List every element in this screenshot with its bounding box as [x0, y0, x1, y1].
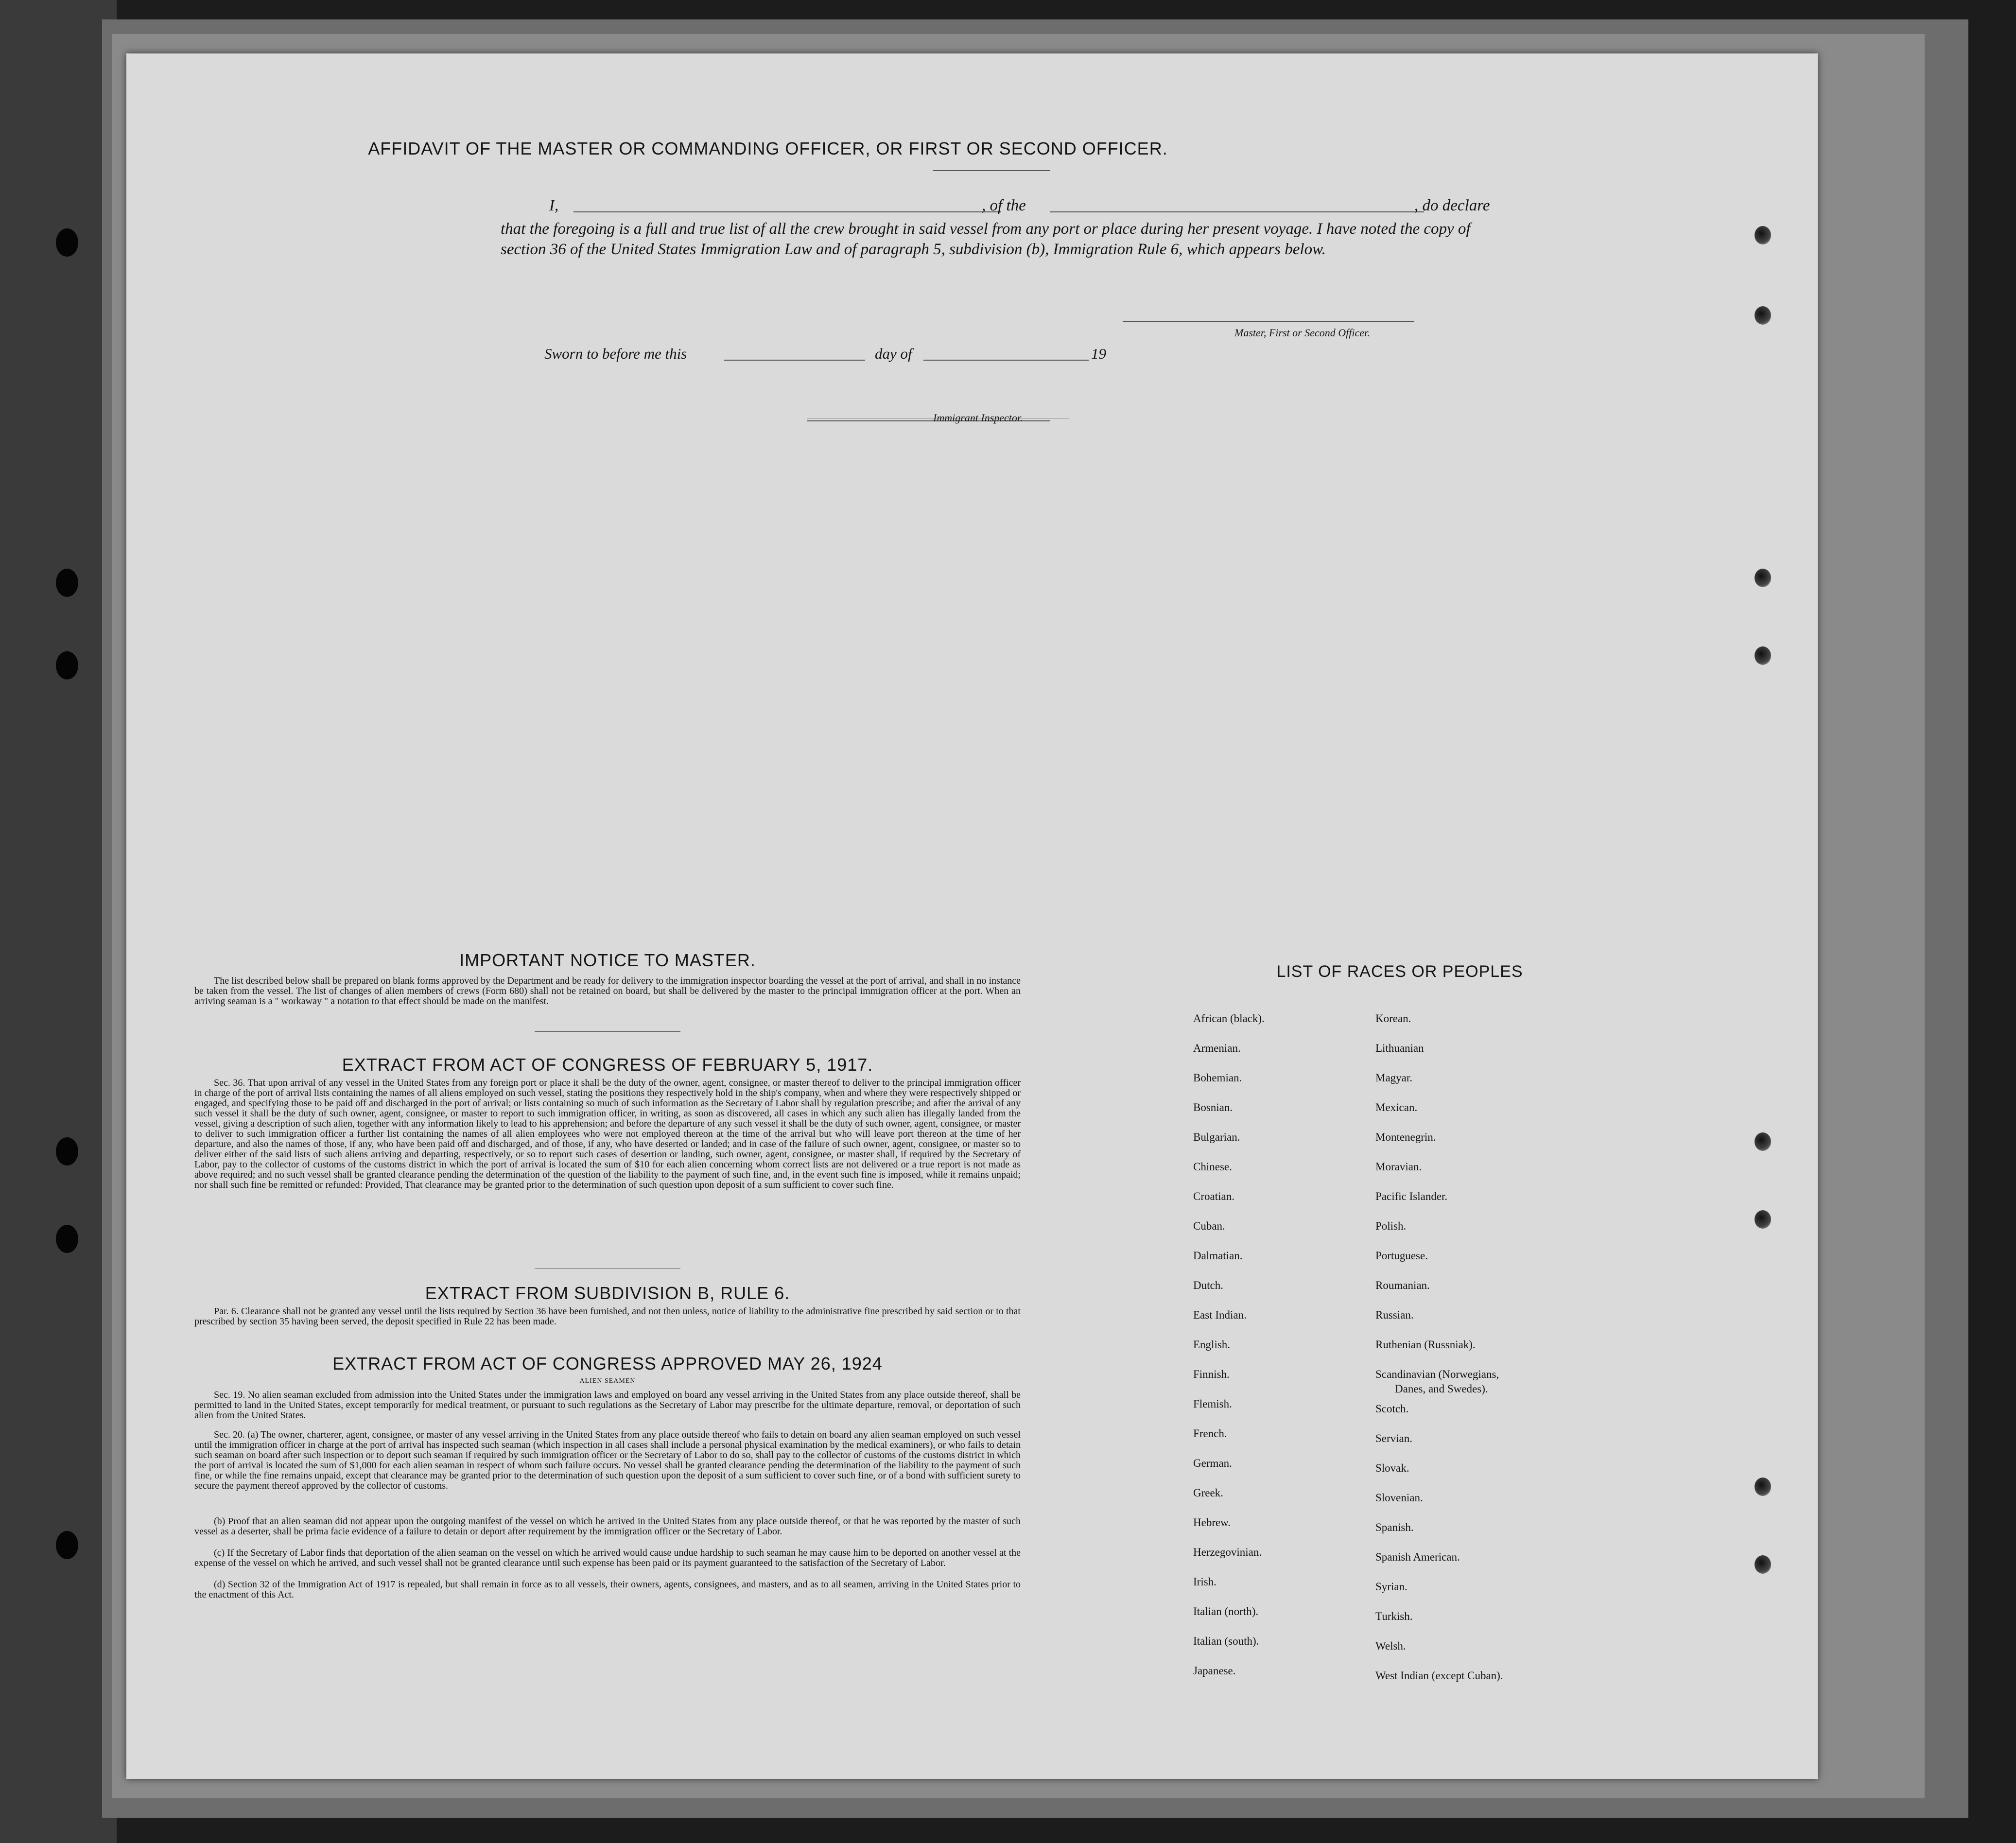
punch-hole	[1755, 1478, 1771, 1496]
extract-1924-sec20c: (c) If the Secretary of Labor finds that deportation of the alien seaman on the vessel on which he arrived would cause undue hardship to such seaman he may cause him to be deported on another vessel at the expense of the vessel on which he arrived, and such vessel shall not be granted clearance until such expense has been paid or its payment guaranteed to the satisfaction of the Secretary of Labor.	[194, 1547, 1021, 1568]
race-left-item: Italian (north).	[1193, 1605, 1259, 1617]
race-right-item: Servian.	[1375, 1432, 1413, 1444]
notice-text: The list described below shall be prepared on blank forms approved by the Department and be ready for delivery to the immigration inspector boarding the vessel at the port of arrival, and shall in no instance be taken from the vessel. The list of changes of alien members of crews (Form 680) shall not be retained on board, but shall be delivered by the master to the principal immigration officer at the port. When an arriving seaman is a " workaway " a notation to that effect should be made on the manifest.	[194, 975, 1021, 1007]
punch-hole	[1755, 1555, 1771, 1574]
race-right-item: Magyar.	[1375, 1072, 1413, 1084]
extract-1917-title: EXTRACT FROM ACT OF CONGRESS OF FEBRUARY 5, 1917.	[342, 1055, 873, 1075]
extract-1924-title: EXTRACT FROM ACT OF CONGRESS APPROVED MAY 26, 1924	[332, 1354, 883, 1374]
race-right-item: Lithuanian	[1375, 1042, 1424, 1054]
binder-hole	[56, 1225, 78, 1253]
sworn-day: day of	[875, 345, 912, 362]
binder-hole	[56, 569, 78, 597]
race-left-item: Bosnian.	[1193, 1101, 1233, 1113]
race-left-item: Bohemian.	[1193, 1072, 1242, 1084]
extract-1924-sec20d: (d) Section 32 of the Immigration Act of 1917 is repealed, but shall remain in force as to all vessels, their owners, agents, consignees, and masters, and as to all seamen, arriving in the United States prior to the enactment of this Act.	[194, 1579, 1021, 1600]
extract-rule6-title: EXTRACT FROM SUBDIVISION B, RULE 6.	[425, 1283, 790, 1303]
race-left-item: French.	[1193, 1427, 1227, 1440]
race-right-item: Scandinavian (Norwegians,	[1375, 1368, 1499, 1380]
races-title: LIST OF RACES OR PEOPLES	[1276, 962, 1523, 981]
race-right-item: West Indian (except Cuban).	[1375, 1669, 1503, 1682]
vessel-blank	[1050, 211, 1424, 212]
race-left-item: Finnish.	[1193, 1368, 1230, 1380]
race-right-item: Danes, and Swedes).	[1395, 1383, 1488, 1395]
race-right-item: Welsh.	[1375, 1640, 1406, 1652]
punch-hole	[1755, 306, 1771, 325]
notice-title: IMPORTANT NOTICE TO MASTER.	[459, 950, 756, 970]
race-left-item: Armenian.	[1193, 1042, 1241, 1054]
binder-hole	[56, 1137, 78, 1165]
extract-1924-sec20a: Sec. 20. (a) The owner, charterer, agent, consignee, or master of any vessel arriving in the United States from any place outside thereof who fails to detain on board any alien seaman employed on such vessel until the immigration officer in charge at the port of arrival has inspected such seaman (which inspection in all cases shall include a personal physical examination by the medical examiners), or who fails to detain such seaman on board after such inspection or to deport such seaman if required by such immigration officer or the Secretary of Labor to do so, shall pay to the collector of customs of the customs district in which the port of arrival is located the sum of $1,000 for each alien seaman in respect of whom such failure occurs. No vessel shall be granted clearance pending the determination of the liability to the payment of such fine, or while the fine remains unpaid, except that clearance may be granted prior to the determination of such question upon the deposit of a sum sufficient to cover such fine, or of a bond with sufficient surety to secure the payment thereof approved by the collector of customs.	[194, 1429, 1021, 1491]
extract-1924-sec20b: (b) Proof that an alien seaman did not appear upon the outgoing manifest of the vessel on which he arrived in the United States from any place outside thereof, or that he was reported by the master of such vessel as a deserter, shall be prima facie evidence of a failure to detain or deport after requirement by the immigration officer or the Secretary of Labor.	[194, 1516, 1021, 1537]
race-right-item: Slovak.	[1375, 1462, 1409, 1474]
race-left-item: East Indian.	[1193, 1309, 1247, 1321]
race-right-item: Ruthenian (Russniak).	[1375, 1339, 1476, 1351]
title-underline	[933, 170, 1050, 171]
race-right-item: Mexican.	[1375, 1101, 1418, 1113]
punch-hole	[1755, 1210, 1771, 1229]
binder-hole	[56, 228, 78, 257]
extract-1924-sec19: Sec. 19. No alien seaman excluded from admission into the United States under the immigration laws and employed on board any vessel arriving in the United States from any place outside thereof, shall be permitted to land in the United States, except temporarily for medical treatment, or pursuant to such regulations as the Secretary of Labor may prescribe for the ultimate departure, removal, or deportation of such alien from the United States.	[194, 1390, 1021, 1421]
race-right-item: Scotch.	[1375, 1403, 1409, 1415]
race-left-item: Greek.	[1193, 1487, 1223, 1499]
punch-hole	[1755, 1132, 1771, 1151]
document-sheet	[126, 53, 1818, 1779]
affidavit-line-of-the: , of the	[982, 197, 1026, 214]
race-left-item: Flemish.	[1193, 1398, 1232, 1410]
affidavit-paragraph: that the foregoing is a full and true list of all the crew brought in said vessel from any port or place during her present voyage. I have noted the copy of section 36 of the United States Immigration Law and of paragraph 5, subdivision (b), Immigration Rule 6, which appears below.	[501, 220, 1471, 258]
race-left-item: Herzegovinian.	[1193, 1546, 1262, 1558]
race-left-item: Japanese.	[1193, 1665, 1236, 1677]
race-left-item: English.	[1193, 1339, 1231, 1351]
race-left-item: Chinese.	[1193, 1161, 1232, 1173]
sworn-day-blank	[724, 360, 865, 361]
punch-hole	[1755, 646, 1771, 665]
race-left-item: Dutch.	[1193, 1279, 1223, 1291]
race-left-item: Dalmatian.	[1193, 1250, 1243, 1262]
race-right-item: Pacific Islander.	[1375, 1190, 1448, 1202]
sworn-year: 19	[1091, 345, 1106, 362]
race-right-item: Turkish.	[1375, 1610, 1413, 1622]
inspector-caption: Immigrant Inspector.	[933, 412, 1023, 424]
race-right-item: Portuguese.	[1375, 1250, 1428, 1262]
race-right-item: Moravian.	[1375, 1161, 1422, 1173]
race-right-item: Polish.	[1375, 1220, 1407, 1232]
race-right-item: Montenegrin.	[1375, 1131, 1436, 1143]
binder-strip	[0, 0, 117, 1843]
sworn-text: Sworn to before me this	[544, 345, 687, 362]
race-left-item: Cuban.	[1193, 1220, 1225, 1232]
extract-1917-text: Sec. 36. That upon arrival of any vessel in the United States from any foreign port or place it shall be the duty of the owner, agent, consignee, or master thereof to deliver to the principal immigration officer in charge of the port of arrival lists containing the names of all aliens employed on such vessel, stating the positions they respectively hold in the ship's company, when and where they were respectively shipped or engaged, and specifying those to be paid off and discharged in the port of arrival; or lists containing so much of such information as the Secretary of Labor shall by regulation prescribe; and after the arrival of any such vessel it shall be the duty of such owner, agent, consignee, or master to report to such immigration officer, in writing, as soon as discovered, all cases in which any such alien has illegally landed from the vessel, giving a description of such alien, together with any information likely to lead to his apprehension; and before the departure of any such vessel it shall be the duty of such owner, agent, consignee, or master to deliver to such immigration officer a further list containing the names of all alien employees who were not employed thereon at the time of the arrival but who will leave port thereon at the time of her departure, and also the names of those, if any, who have been paid off and discharged, and of those, if any, who have deserted or landed; and in case of the failure of such owner, agent, consignee, or master so to deliver either of the said lists of such aliens arriving and departing, respectively, or so to report such cases of desertion or landing, such owner, agent, consignee, or master shall, if required by the Secretary of Labor, pay to the collector of customs of the customs district in which the port of arrival is located the sum of $10 for each alien concerning whom correct lists are not delivered or a true report is not made as above required; and no such vessel shall be granted clearance pending the determination of the question of the liability to the payment of such fine, and, in the event such fine is imposed, while it remains unpaid; nor shall such fine be remitted or refunded: Provided, That clearance may be granted prior to the determination of such question upon deposit of a sum sufficient to cover such fine.	[194, 1078, 1021, 1190]
race-left-item: Italian (south).	[1193, 1635, 1259, 1647]
race-left-item: Croatian.	[1193, 1190, 1234, 1202]
divider	[535, 1031, 680, 1032]
race-left-item: Bulgarian.	[1193, 1131, 1240, 1143]
binder-hole	[56, 651, 78, 679]
race-left-item: German.	[1193, 1457, 1232, 1469]
race-right-item: Spanish.	[1375, 1521, 1414, 1533]
affidavit-line-i: I,	[549, 197, 559, 214]
race-right-item: Spanish American.	[1375, 1551, 1460, 1563]
race-left-item: African (black).	[1193, 1012, 1265, 1025]
affidavit-title: AFFIDAVIT OF THE MASTER OR COMMANDING OFFICER, OR FIRST OR SECOND OFFICER.	[368, 139, 1168, 158]
race-left-item: Irish.	[1193, 1576, 1217, 1588]
race-right-item: Roumanian.	[1375, 1279, 1430, 1291]
name-blank	[574, 211, 1001, 212]
signature-caption: Master, First or Second Officer.	[1234, 327, 1370, 339]
binder-hole	[56, 1531, 78, 1559]
punch-hole	[1755, 569, 1771, 587]
extract-rule6-text: Par. 6. Clearance shall not be granted any vessel until the lists required by Section 36 have been furnished, and not then unless, notice of liability to the administrative fine prescribed by said section or to that prescribed by section 35 having been served, the deposit specified in Rule 22 has been made.	[194, 1306, 1021, 1327]
punch-hole	[1755, 226, 1771, 244]
sworn-month-blank	[923, 360, 1089, 361]
extract-1924-subtitle: ALIEN SEAMEN	[579, 1377, 636, 1385]
race-right-item: Syrian.	[1375, 1581, 1408, 1593]
race-right-item: Korean.	[1375, 1012, 1411, 1025]
race-left-item: Hebrew.	[1193, 1516, 1231, 1529]
signature-line	[1123, 321, 1414, 322]
race-right-item: Slovenian.	[1375, 1492, 1423, 1504]
affidavit-line-declare: , do declare	[1414, 197, 1490, 214]
race-right-item: Russian.	[1375, 1309, 1414, 1321]
